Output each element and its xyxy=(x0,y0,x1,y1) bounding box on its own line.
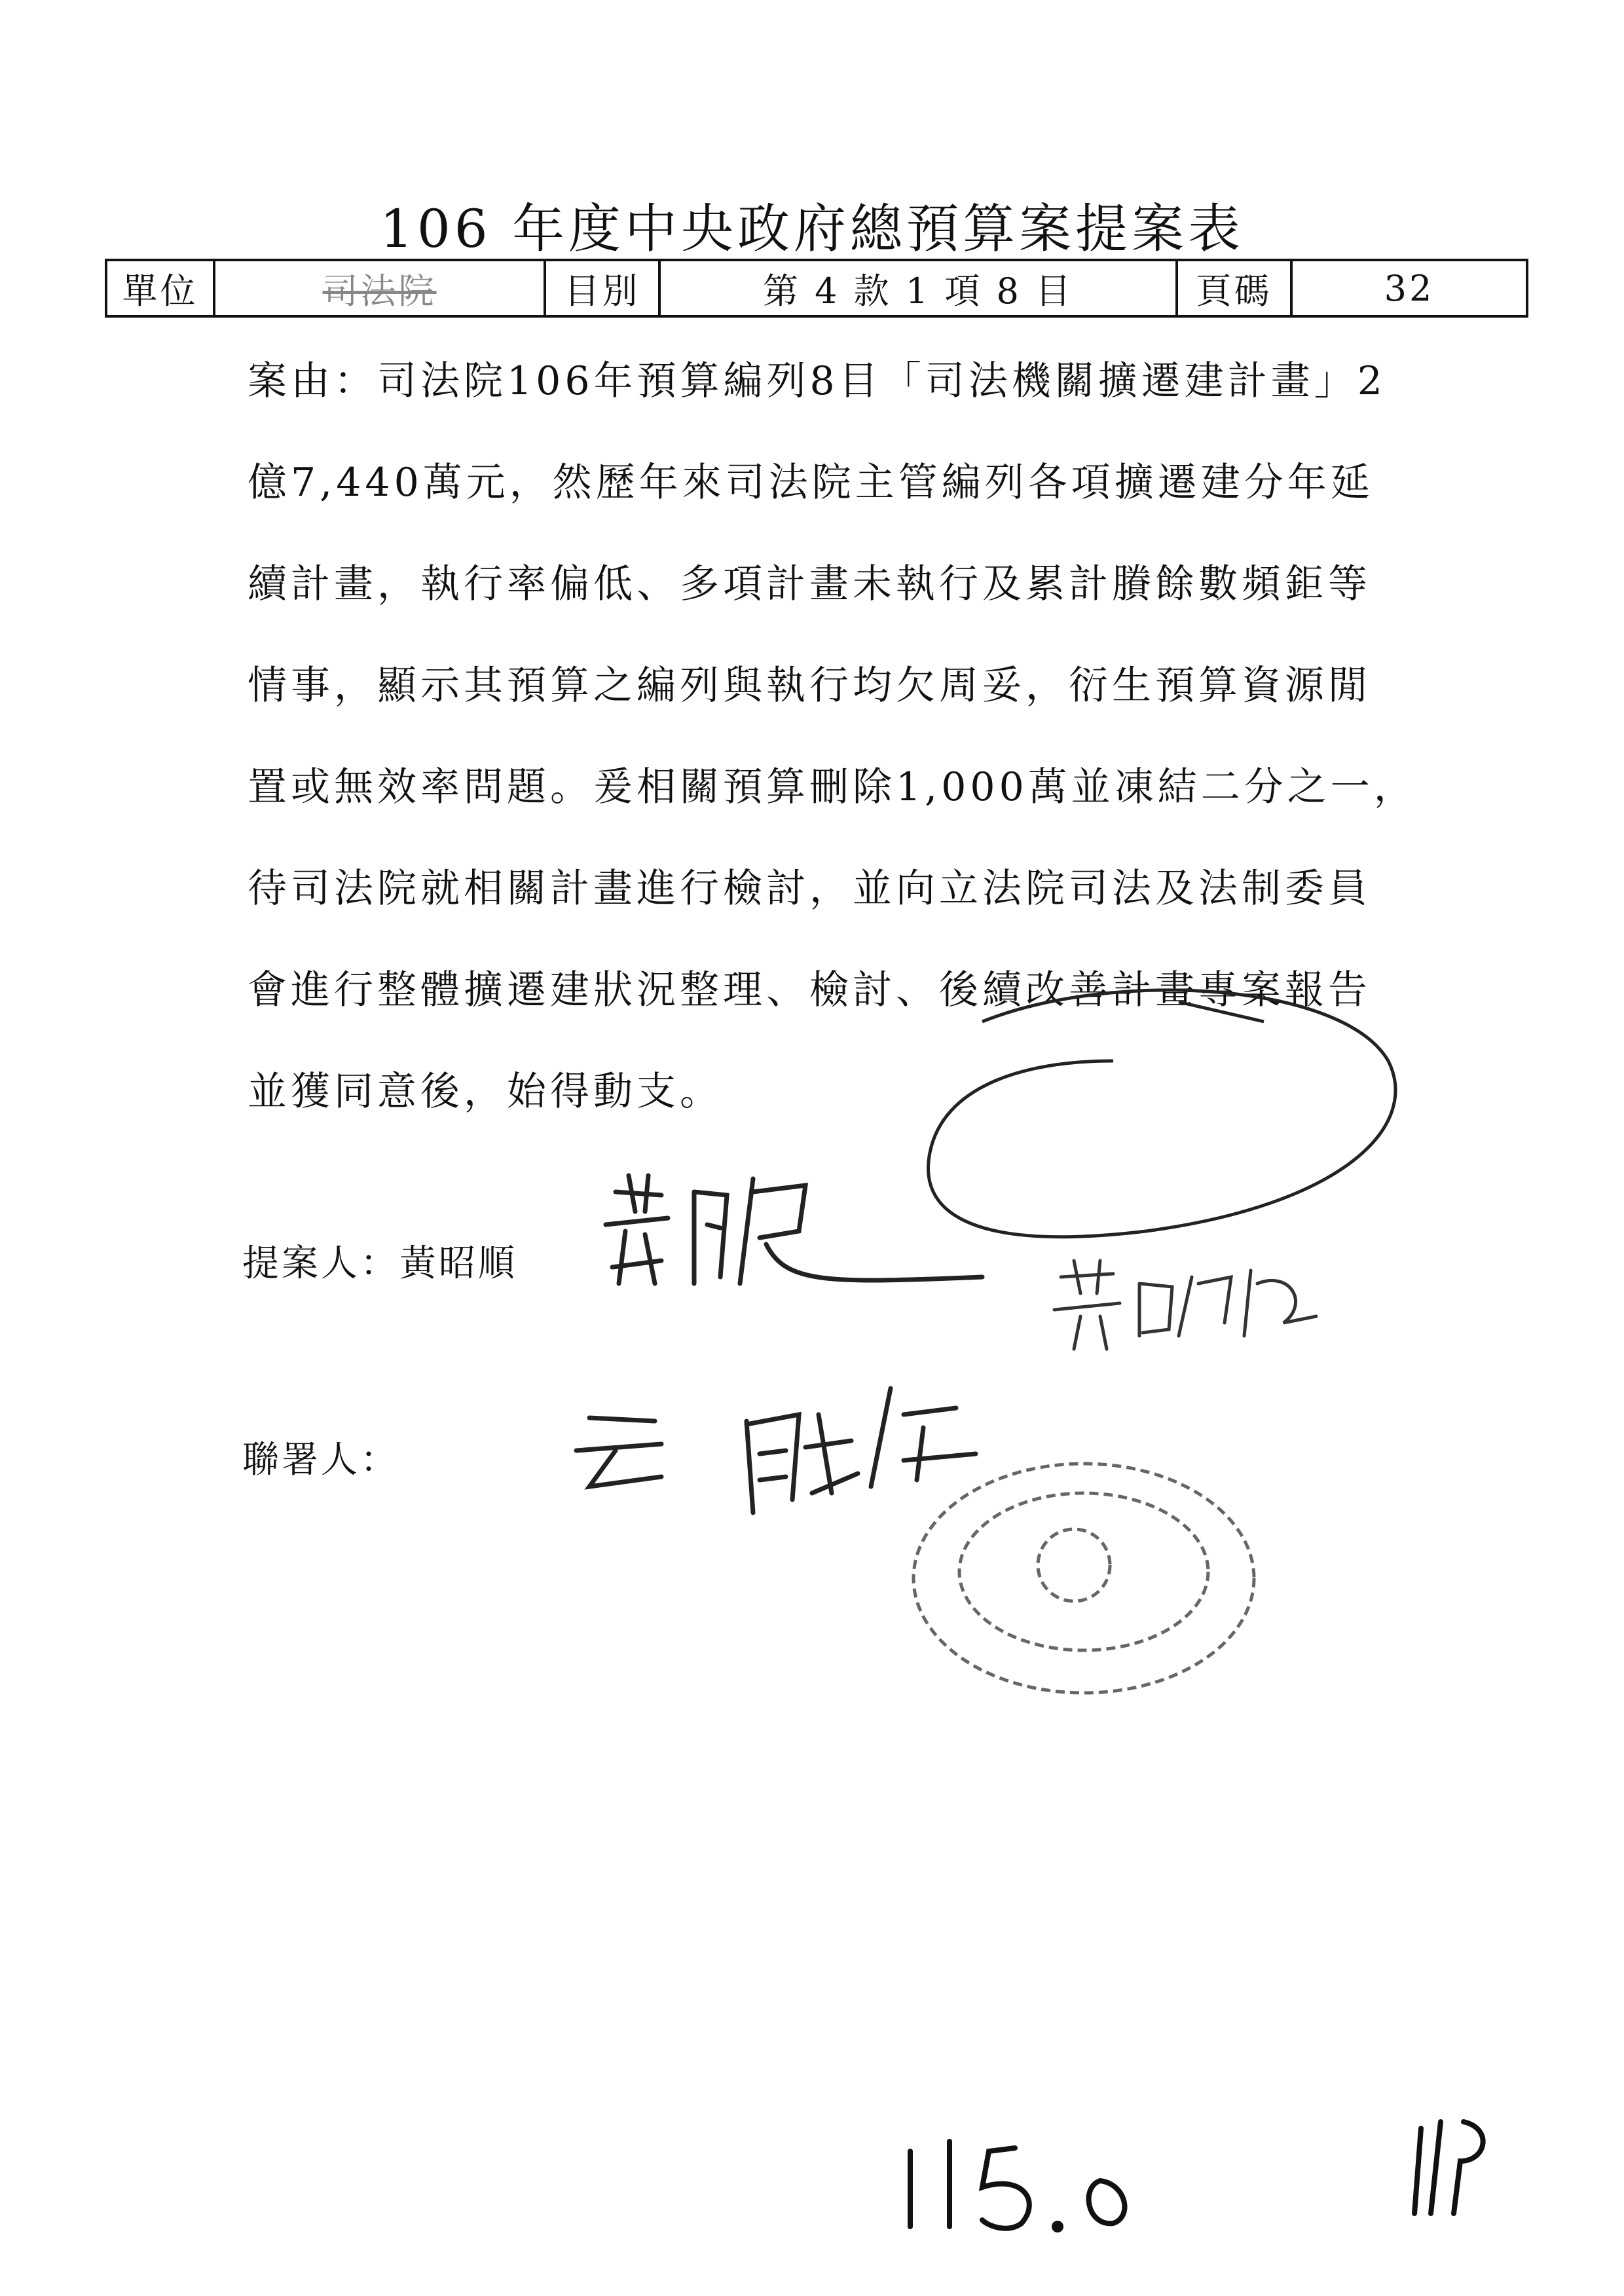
cosigner-label: 聯署人： xyxy=(242,1439,399,1481)
body-line: 會進行整體擴遷建狀況整理、檢討、後續改善計畫專案報告 xyxy=(248,967,1371,1013)
proposer-label: 提案人：黃昭順 xyxy=(242,1242,517,1285)
body-line: 案由：司法院106年預算編列8目「司法機關擴遷建計畫」2 xyxy=(248,358,1386,404)
body-line: 並獲同意後，始得動支。 xyxy=(248,1069,723,1115)
page-label: 頁碼 xyxy=(1177,260,1291,316)
page-value: 32 xyxy=(1291,260,1527,316)
body-line: 億7,440萬元，然歷年來司法院主管編列各項擴遷建分年延 xyxy=(248,460,1374,506)
item-label: 目別 xyxy=(545,260,659,316)
proposer-signature xyxy=(606,1176,982,1284)
item-value: 第 4 款 1 項 8 目 xyxy=(659,260,1177,316)
second-signature xyxy=(1054,1261,1316,1349)
official-seal xyxy=(913,1464,1254,1693)
cosigner-signature xyxy=(576,1388,976,1513)
unit-value: 司法院 xyxy=(214,260,545,316)
page-title: 106 年度中央政府總預算案提案表 xyxy=(379,198,1245,259)
unit-label: 單位 xyxy=(106,260,214,316)
footer-handwriting xyxy=(910,2122,1483,2230)
approval-oval xyxy=(929,990,1395,1237)
body-line: 待司法院就相關計畫進行檢討，並向立法院司法及法制委員 xyxy=(248,866,1371,912)
body-line: 續計畫，執行率偏低、多項計畫未執行及累計賸餘數頻鉅等 xyxy=(248,561,1371,607)
body-line: 置或無效率問題。爰相關預算刪除1,000萬並凍結二分之一， xyxy=(248,764,1417,810)
body-line: 情事，顯示其預算之編列與執行均欠周妥，衍生預算資源閒 xyxy=(248,663,1371,709)
